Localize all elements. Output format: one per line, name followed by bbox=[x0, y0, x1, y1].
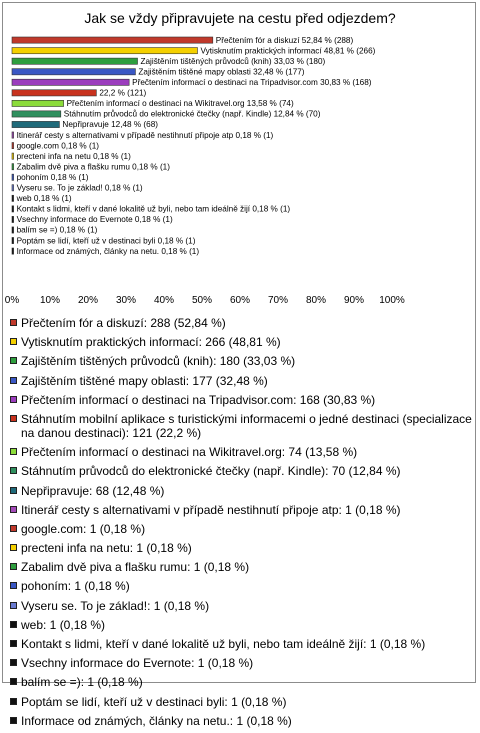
bar-6 bbox=[12, 90, 96, 96]
legend-swatch bbox=[10, 544, 17, 551]
x-tick-label: 30% bbox=[115, 295, 137, 306]
bar-label-13: Zabalim dvě piva a flašku rumu 0,18 % (1) bbox=[16, 162, 170, 172]
bar-5 bbox=[12, 79, 129, 85]
legend-label: precteni infa na netu: 1 (0,18 %) bbox=[21, 541, 192, 556]
legend-swatch bbox=[10, 698, 17, 705]
legend-item bbox=[10, 445, 476, 459]
bar-4 bbox=[12, 69, 135, 75]
bar-1 bbox=[12, 37, 213, 43]
x-tick-label: 40% bbox=[153, 295, 175, 306]
legend-swatch bbox=[10, 415, 17, 422]
legend-swatch bbox=[10, 621, 17, 628]
legend-swatch bbox=[10, 448, 17, 455]
legend-item bbox=[10, 656, 476, 670]
bar-label-10: Itinerář cesty s alternativami v případě nestihnutí připoje atp 0,18 % (1) bbox=[16, 130, 274, 140]
bar-label-8: Stáhnutím průvodců do elektronické čtečky (např. Kindle) 12,84 % (70) bbox=[63, 109, 321, 119]
legend-swatch bbox=[10, 563, 17, 570]
legend-item bbox=[10, 412, 476, 440]
x-tick-label: 0% bbox=[4, 295, 20, 306]
bar-16 bbox=[12, 195, 14, 201]
legend-label: Přečtením fór a diskuzí: 288 (52,84 %) bbox=[21, 316, 226, 330]
legend-swatch bbox=[10, 396, 17, 403]
x-tick-label: 20% bbox=[77, 295, 99, 306]
legend-item bbox=[10, 484, 476, 498]
x-tick-label: 70% bbox=[267, 295, 289, 306]
bar-label-5: Přečtením informací o destinaci na Tripadvisor.com 30,83 % (168) bbox=[132, 78, 372, 87]
bar-8 bbox=[12, 111, 61, 117]
legend-item bbox=[10, 335, 476, 349]
bar-17 bbox=[12, 206, 14, 212]
legend-label: google.com: 1 (0,18 %) bbox=[21, 521, 146, 536]
legend-item bbox=[10, 560, 476, 574]
bar-label-11: google.com 0,18 % (1) bbox=[16, 141, 99, 151]
bar-20 bbox=[12, 237, 14, 243]
bar-18 bbox=[12, 216, 14, 222]
bar-label-20: Poptám se lidí, kteří už v destinaci byli 0,18 % (1) bbox=[16, 236, 196, 246]
legend-item bbox=[10, 675, 476, 689]
x-tick-label: 50% bbox=[191, 295, 213, 306]
legend-swatch bbox=[10, 319, 17, 326]
legend-swatch bbox=[10, 525, 17, 532]
legend-label: Vytisknutím praktických informací: 266 (48,81 %) bbox=[21, 335, 281, 350]
x-tick-label: 80% bbox=[305, 295, 327, 306]
legend-item bbox=[10, 393, 476, 407]
legend-label: Zabalim dvě piva a flašku rumu: 1 (0,18 %) bbox=[21, 560, 250, 575]
legend-label: Informace od známých, články na netu.: 1 (0,18 %) bbox=[21, 713, 292, 728]
bar-label-17: Kontakt s lidmi, kteří v dané lokalitě už byli, nebo tam ideálně žijí 0,18 % (1) bbox=[16, 204, 291, 214]
legend-item bbox=[10, 522, 476, 536]
legend-swatch bbox=[10, 357, 17, 364]
bar-label-2: Vytisknutím praktických informací 48,81 % (266) bbox=[200, 46, 376, 56]
legend-label: Vsechny informace do Evernote: 1 (0,18 %) bbox=[21, 656, 254, 671]
legend-swatch bbox=[10, 678, 17, 685]
legend-swatch bbox=[10, 640, 17, 647]
x-tick-label: 60% bbox=[229, 295, 251, 306]
bar-label-6: 22,2 % (121) bbox=[99, 88, 147, 98]
legend-item bbox=[10, 541, 476, 555]
legend-swatch bbox=[10, 467, 17, 474]
bar-19 bbox=[12, 227, 14, 233]
bar-label-14: pohoním 0,18 % (1) bbox=[16, 172, 89, 182]
bar-12 bbox=[12, 153, 14, 159]
legend-label: Stáhnutím průvodců do elektronické čtečky (např. Kindle): 70 (12,84 %) bbox=[21, 464, 401, 479]
legend-item bbox=[10, 316, 476, 330]
bar-11 bbox=[12, 143, 14, 149]
bar-label-4: Zajištěním tištěné mapy oblasti 32,48 % (177) bbox=[138, 67, 305, 77]
bar-label-19: balím se =) 0,18 % (1) bbox=[16, 225, 98, 235]
legend-label: Vyseru se. To je základ!: 1 (0,18 %) bbox=[21, 598, 210, 613]
legend-label: Stáhnutím mobilní aplikace s turistickými informacemi o jedné destinaci (specializace na danou destinaci): 121 (22,2 %) bbox=[21, 411, 472, 440]
legend-swatch bbox=[10, 602, 17, 609]
bar-9 bbox=[12, 121, 59, 127]
x-tick-label: 10% bbox=[39, 295, 61, 306]
legend-item bbox=[10, 374, 476, 388]
legend-swatch bbox=[10, 377, 17, 384]
x-axis-ticks bbox=[5, 295, 405, 306]
legend-label: Zajištěním tištěných průvodců (knih): 180 (33,03 %) bbox=[21, 354, 296, 369]
bar-label-12: precteni infa na netu 0,18 % (1) bbox=[16, 151, 131, 161]
bar-label-3: Zajištěním tištěných průvodců (knih) 33,03 % (180) bbox=[140, 56, 326, 66]
legend-item bbox=[10, 714, 476, 728]
bar-3 bbox=[12, 58, 138, 64]
legend-item bbox=[10, 464, 476, 478]
legend-label: Nepřipravuje: 68 (12,48 %) bbox=[21, 483, 165, 498]
legend-label: pohoním: 1 (0,18 %) bbox=[21, 579, 130, 594]
legend-label: web: 1 (0,18 %) bbox=[21, 617, 106, 632]
bar-chart bbox=[0, 0, 480, 312]
bar-label-15: Vyseru se. To je základ! 0,18 % (1) bbox=[16, 183, 143, 193]
legend-label: Přečtením informací o destinaci na Wikitravel.org: 74 (13,58 %) bbox=[21, 445, 358, 460]
bar-2 bbox=[12, 48, 197, 54]
legend-item bbox=[10, 579, 476, 593]
legend-label: Poptám se lidí, kteří už v destinaci byli: 1 (0,18 %) bbox=[21, 694, 287, 709]
legend-swatch bbox=[10, 506, 17, 513]
legend-swatch bbox=[10, 338, 17, 345]
bar-label-7: Přečtením informací o destinaci na Wikitravel.org 13,58 % (74) bbox=[66, 99, 294, 109]
bar-21 bbox=[12, 248, 14, 254]
bar-label-9: Nepřipravuje 12,48 % (68) bbox=[62, 120, 159, 130]
legend-label: Přečtením informací o destinaci na Tripadvisor.com: 168 (30,83 %) bbox=[21, 392, 376, 407]
bar-7 bbox=[12, 100, 64, 106]
legend-swatch bbox=[10, 582, 17, 589]
legend-swatch bbox=[10, 717, 17, 724]
bar-label-18: Vsechny informace do Evernote 0,18 % (1) bbox=[16, 215, 173, 225]
x-tick-label: 90% bbox=[343, 295, 365, 306]
legend-label: Kontakt s lidmi, kteří v dané lokalitě už byli, nebo tam ideálně žijí: 1 (0,18 %) bbox=[21, 637, 426, 651]
legend-item bbox=[10, 637, 476, 651]
bar-13 bbox=[12, 164, 14, 170]
legend-item bbox=[10, 618, 476, 632]
legend-label: balím se =): 1 (0,18 %) bbox=[21, 675, 143, 690]
legend-label: Zajištěním tištěné mapy oblasti: 177 (32,48 %) bbox=[21, 373, 268, 388]
bar-10 bbox=[12, 132, 14, 138]
legend-swatch bbox=[10, 659, 17, 666]
chart-legend bbox=[10, 316, 476, 733]
legend-item bbox=[10, 599, 476, 613]
legend-item bbox=[10, 695, 476, 709]
legend-item bbox=[10, 354, 476, 368]
bar-15 bbox=[12, 185, 14, 191]
legend-item bbox=[10, 503, 476, 517]
bar-14 bbox=[12, 174, 14, 180]
bar-label-1: Přečtením fór a diskuzí 52,84 % (288) bbox=[215, 35, 354, 45]
x-tick-label: 100% bbox=[379, 295, 405, 306]
legend-swatch bbox=[10, 487, 17, 494]
chart-title: Jak se vždy připravujete na cestu před odjezdem? bbox=[84, 10, 396, 26]
bar-label-21: Informace od známých, články na netu. 0,18 % (1) bbox=[16, 246, 200, 256]
bar-label-16: web 0,18 % (1) bbox=[16, 194, 72, 204]
legend-label: Itinerář cesty s alternativami v případě nestihnutí připoje atp: 1 (0,18 %) bbox=[21, 502, 401, 517]
